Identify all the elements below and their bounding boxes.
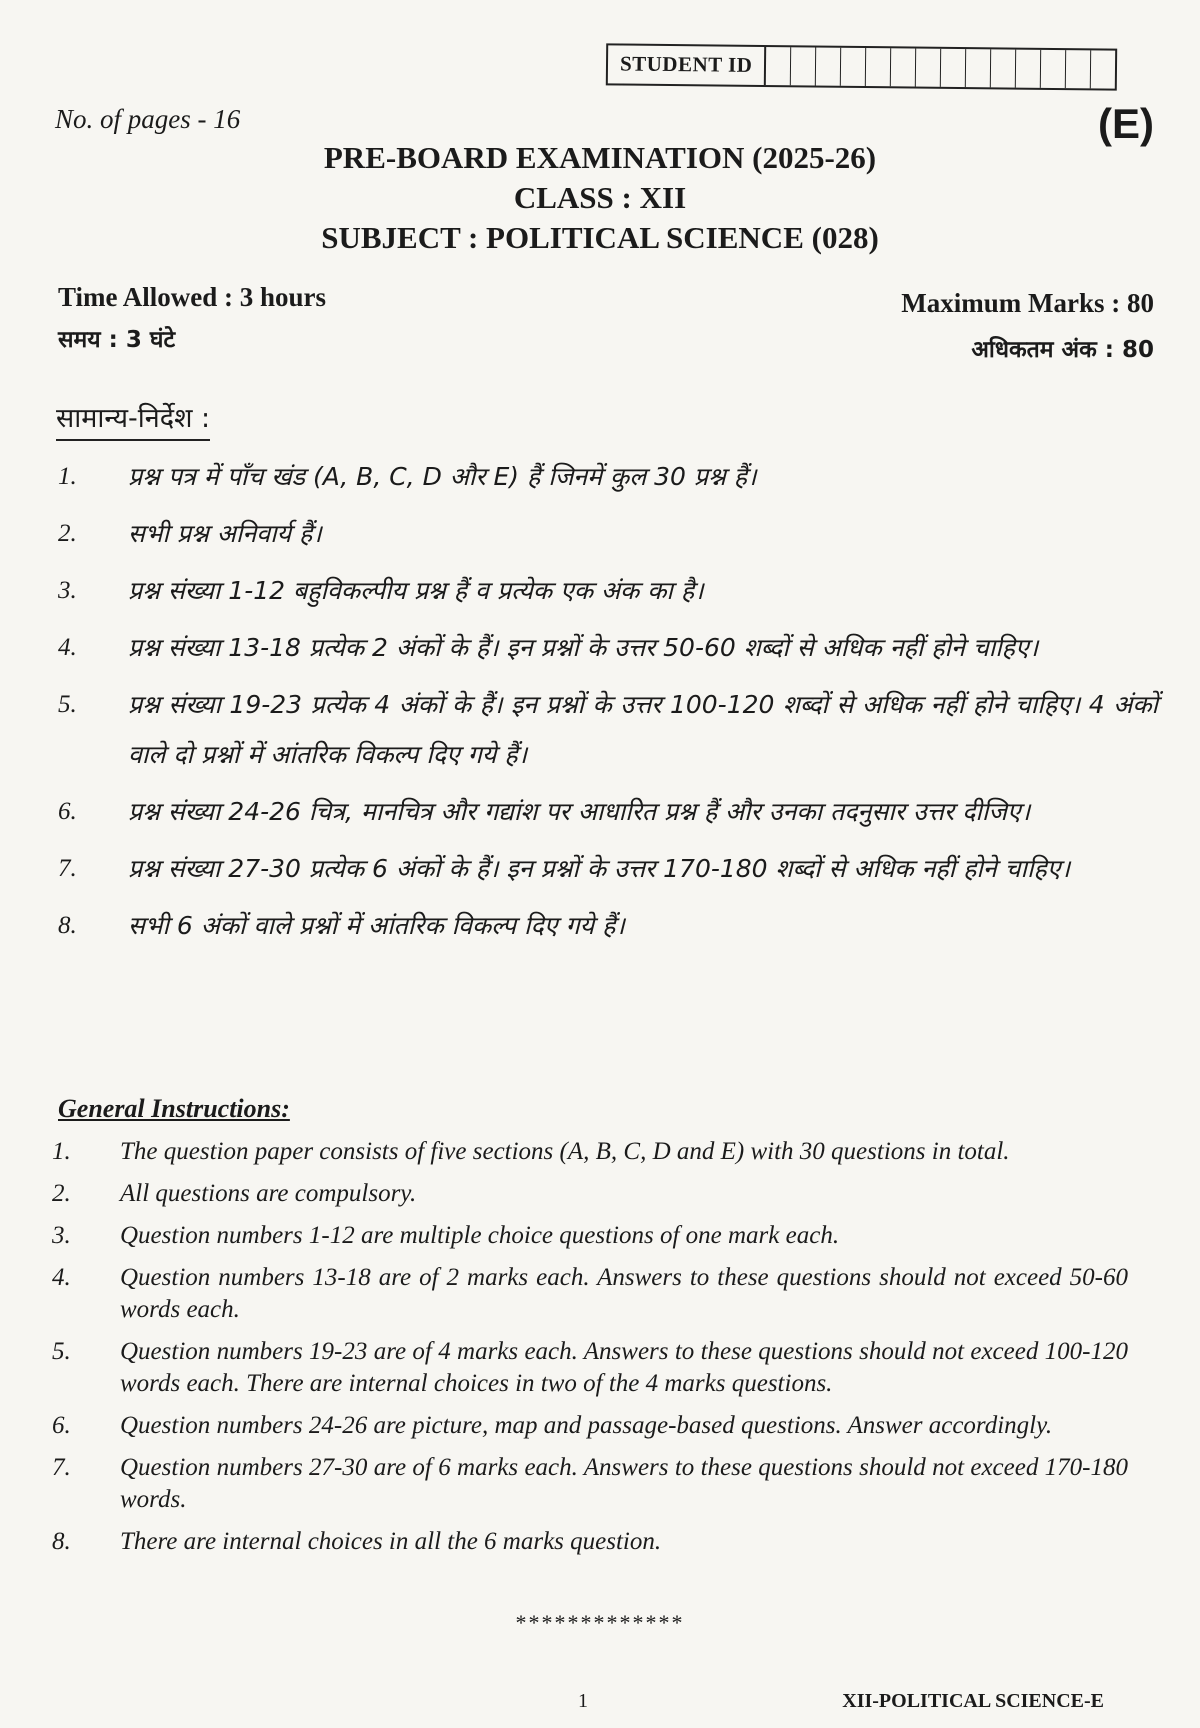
- student-id-cell: [1066, 50, 1091, 88]
- maximum-marks-hi: अधिकतम अंक : 80: [971, 337, 1154, 363]
- list-item: [58, 452, 1158, 502]
- english-instructions-list: [52, 1136, 1128, 1568]
- general-instructions-heading: General Instructions:: [58, 1094, 290, 1123]
- item-text: Question numbers 24-26 are picture, map and passage-based questions. Answer accordingly.: [120, 1412, 1053, 1439]
- item-text: All questions are compulsory.: [120, 1180, 417, 1207]
- list-item: [52, 1220, 1128, 1252]
- maximum-marks-en: Maximum Marks : 80: [901, 288, 1154, 318]
- exam-title: PRE-BOARD EXAMINATION (2025-26): [323, 140, 877, 175]
- list-item: [58, 844, 1158, 894]
- item-text: The question paper consists of five sections (A, B, C, D and E) with 30 questions in total.: [120, 1138, 1010, 1165]
- list-item: [52, 1336, 1128, 1400]
- separator-stars: *************: [515, 1610, 685, 1635]
- list-item: [52, 1526, 1128, 1558]
- exam-title-block: [0, 138, 1200, 258]
- list-item: [58, 787, 1158, 837]
- item-number: 3.: [52, 1222, 71, 1249]
- student-id-cell: [1016, 50, 1041, 88]
- item-text: Question numbers 27-30 are of 6 marks each. Answers to these questions should not exceed 170-180 words.: [120, 1454, 1128, 1513]
- time-allowed-en: Time Allowed : 3 hours: [58, 282, 327, 312]
- student-id-label: STUDENT ID: [608, 45, 767, 85]
- student-id-cell: [766, 47, 791, 85]
- list-item: [58, 680, 1158, 780]
- item-text: प्रश्न संख्या 19-23 प्रत्येक 4 अंकों के हैं। इन प्रश्नों के उत्तर 100-120 शब्दों से अधिक नहीं होने चाहिए। 4 अंकों वाले दो प्रश्नों में आंतरिक विकल्प दिए गये हैं।: [128, 690, 1158, 769]
- list-item: [52, 1178, 1128, 1210]
- student-id-cell: [891, 48, 916, 86]
- time-allowed-hi: समय : 3 घंटे: [58, 327, 176, 353]
- student-id-cell: [816, 48, 841, 86]
- list-item: [52, 1410, 1128, 1442]
- student-id-cell: [916, 49, 941, 87]
- item-text: Question numbers 13-18 are of 2 marks each. Answers to these questions should not exceed 50-60 words each.: [120, 1264, 1128, 1323]
- item-number: 3.: [58, 577, 77, 604]
- item-text: सभी प्रश्न अनिवार्य हैं।: [128, 519, 322, 548]
- list-item: [58, 566, 1158, 616]
- item-text: Question numbers 1-12 are multiple choice questions of one mark each.: [120, 1222, 840, 1249]
- item-number: 8.: [58, 912, 77, 939]
- list-item: [52, 1452, 1128, 1516]
- item-number: 4.: [58, 634, 77, 661]
- student-id-cell: [841, 48, 866, 86]
- item-text: Question numbers 19-23 are of 4 marks each. Answers to these questions should not exceed 100-120 words each. There are internal choices in two of the 4 marks questions.: [120, 1338, 1128, 1397]
- item-text: प्रश्न संख्या 13-18 प्रत्येक 2 अंकों के हैं। इन प्रश्नों के उत्तर 50-60 शब्दों से अधिक नहीं होने चाहिए।: [128, 633, 1039, 662]
- list-item: [52, 1262, 1128, 1326]
- item-number: 7.: [58, 855, 77, 882]
- hindi-instructions-list: [58, 452, 1158, 958]
- student-id-cell: [966, 49, 991, 87]
- list-item: [52, 1136, 1128, 1168]
- student-id-cell: [791, 47, 816, 85]
- item-text: प्रश्न संख्या 27-30 प्रत्येक 6 अंकों के हैं। इन प्रश्नों के उत्तर 170-180 शब्दों से अधिक नहीं होने चाहिए।: [128, 854, 1071, 883]
- number-of-pages: No. of pages - 16: [55, 104, 241, 134]
- hindi-instructions-heading: सामान्य-निर्देश :: [56, 398, 210, 441]
- paper-code: (E): [1098, 100, 1154, 147]
- student-id-cell: [941, 49, 966, 87]
- item-number: 5.: [52, 1338, 71, 1365]
- item-number: 4.: [52, 1264, 71, 1291]
- item-number: 1.: [52, 1138, 71, 1165]
- item-number: 2.: [58, 520, 77, 547]
- student-id-box: [606, 43, 1118, 90]
- student-id-cell: [1041, 50, 1066, 88]
- student-id-cell: [1091, 50, 1115, 88]
- item-text: There are internal choices in all the 6 marks question.: [120, 1528, 662, 1555]
- list-item: [58, 901, 1158, 951]
- item-number: 6.: [52, 1412, 71, 1439]
- page-number: 1: [578, 1690, 588, 1712]
- list-item: [58, 509, 1158, 559]
- item-number: 5.: [58, 691, 77, 718]
- footer-paper-code: XII-POLITICAL SCIENCE-E: [842, 1690, 1104, 1712]
- item-text: प्रश्न संख्या 24-26 चित्र, मानचित्र और गद्यांश पर आधारित प्रश्न हैं और उनका तदनुसार उत्तर दीजिए।: [128, 797, 1031, 826]
- subject-title: SUBJECT : POLITICAL SCIENCE (028): [321, 220, 879, 255]
- item-text: प्रश्न पत्र में पाँच खंड (A, B, C, D और E) हैं जिनमें कुल 30 प्रश्न हैं।: [128, 462, 757, 491]
- item-number: 2.: [52, 1180, 71, 1207]
- item-number: 6.: [58, 798, 77, 825]
- item-number: 8.: [52, 1528, 71, 1555]
- item-text: प्रश्न संख्या 1-12 बहुविकल्पीय प्रश्न हैं व प्रत्येक एक अंक का है।: [128, 576, 704, 605]
- student-id-cell: [991, 49, 1016, 87]
- student-id-cell: [866, 48, 891, 86]
- item-number: 1.: [58, 463, 77, 490]
- class-title: CLASS : XII: [513, 180, 687, 215]
- list-item: [58, 623, 1158, 673]
- item-text: सभी 6 अंकों वाले प्रश्नों में आंतरिक विकल्प दिए गये हैं।: [128, 911, 625, 940]
- item-number: 7.: [52, 1454, 71, 1481]
